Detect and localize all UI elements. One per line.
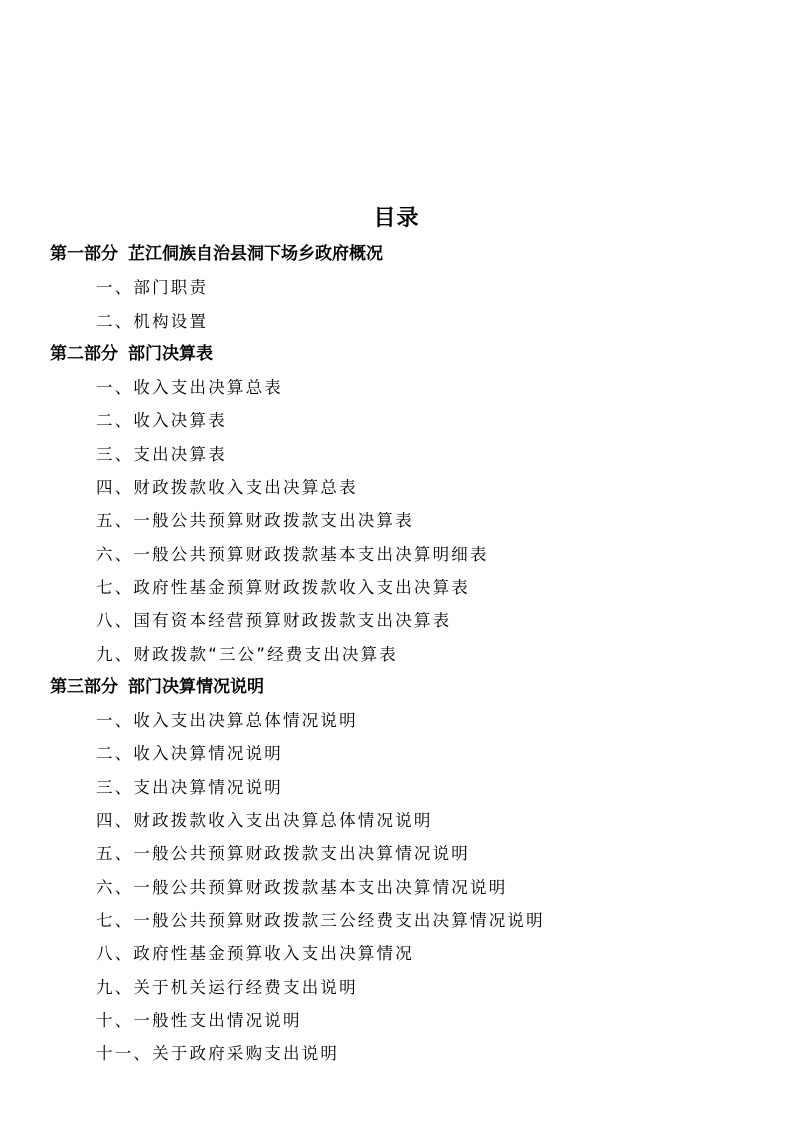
page-title: 目录 bbox=[373, 206, 420, 231]
toc-item[interactable]: 八、政府性基金预算收入支出决算情况 bbox=[96, 944, 414, 964]
toc-item[interactable]: 四、财政拨款收入支出决算总表 bbox=[96, 478, 358, 498]
toc-item[interactable]: 六、一般公共预算财政拨款基本支出决算情况说明 bbox=[96, 877, 508, 897]
toc-item[interactable]: 二、收入决算表 bbox=[96, 411, 227, 431]
toc-item[interactable]: 二、收入决算情况说明 bbox=[96, 744, 283, 764]
table-of-contents bbox=[0, 238, 793, 1070]
toc-item[interactable]: 九、关于机关运行经费支出说明 bbox=[96, 977, 358, 997]
part-title: 芷江侗族自治县洞下场乡政府概况 bbox=[128, 244, 383, 264]
toc-item[interactable]: 九、财政拨款“三公”经费支出决算表 bbox=[96, 644, 398, 664]
toc-item[interactable]: 七、一般公共预算财政拨款三公经费支出决算情况说明 bbox=[96, 910, 545, 930]
part-number: 第三部分 bbox=[50, 676, 118, 697]
toc-item[interactable]: 五、一般公共预算财政拨款支出决算表 bbox=[96, 511, 414, 531]
toc-item[interactable]: 一、部门职责 bbox=[96, 278, 209, 298]
toc-item[interactable]: 七、政府性基金预算财政拨款收入支出决算表 bbox=[96, 577, 470, 597]
toc-item[interactable]: 六、一般公共预算财政拨款基本支出决算明细表 bbox=[96, 544, 489, 564]
toc-item[interactable]: 八、国有资本经营预算财政拨款支出决算表 bbox=[96, 611, 452, 631]
part-number: 第二部分 bbox=[50, 343, 118, 364]
toc-item[interactable]: 一、收入支出决算总表 bbox=[96, 378, 283, 398]
part-title: 部门决算表 bbox=[128, 343, 213, 364]
toc-item[interactable]: 四、财政拨款收入支出决算总体情况说明 bbox=[96, 811, 433, 831]
toc-part-heading[interactable] bbox=[0, 238, 793, 271]
part-title: 部门决算情况说明 bbox=[128, 676, 264, 697]
toc-part-heading[interactable] bbox=[0, 671, 793, 704]
toc-item[interactable]: 五、一般公共预算财政拨款支出决算情况说明 bbox=[96, 844, 470, 864]
toc-item[interactable]: 十一、关于政府采购支出说明 bbox=[96, 1044, 340, 1064]
toc-item[interactable]: 二、机构设置 bbox=[96, 311, 209, 331]
toc-item[interactable]: 一、收入支出决算总体情况说明 bbox=[96, 711, 358, 731]
toc-item[interactable]: 十、一般性支出情况说明 bbox=[96, 1010, 302, 1030]
toc-item[interactable]: 三、支出决算情况说明 bbox=[96, 777, 283, 797]
toc-item[interactable]: 三、支出决算表 bbox=[96, 444, 227, 464]
part-number: 第一部分 bbox=[50, 244, 118, 264]
toc-part-heading[interactable] bbox=[0, 338, 793, 371]
